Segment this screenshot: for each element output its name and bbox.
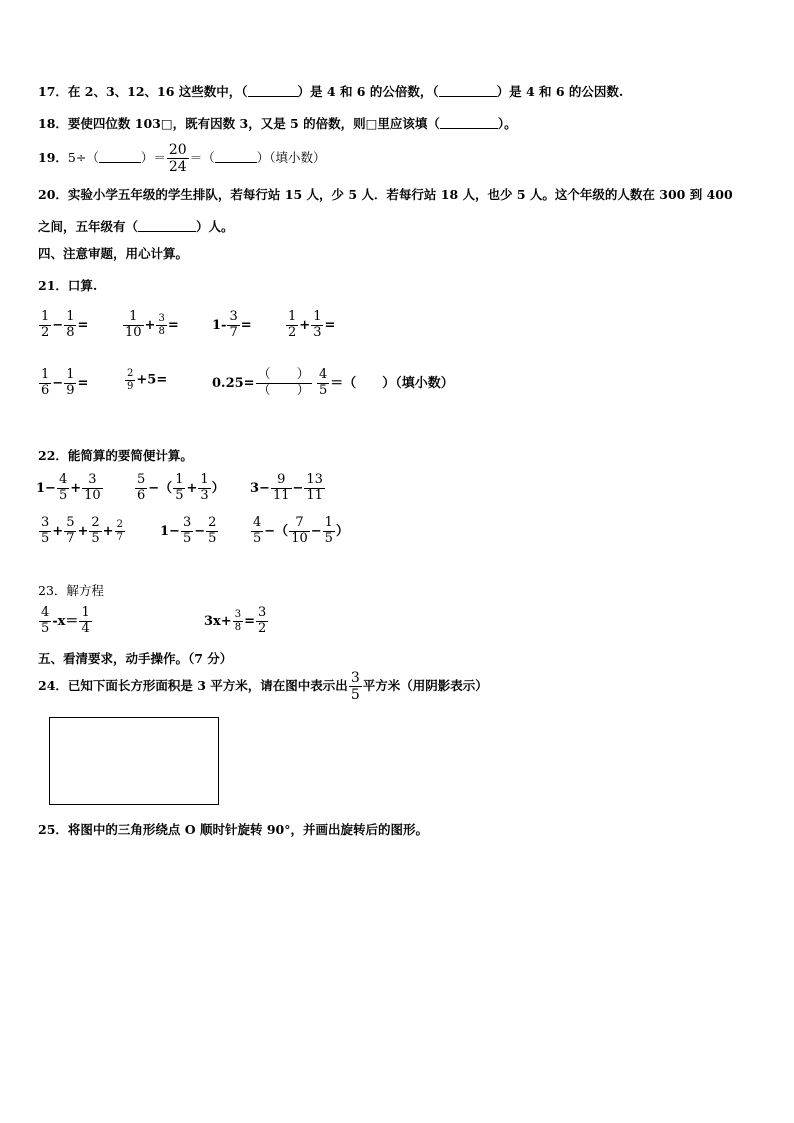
fraction-numerator: 1 (288, 309, 297, 324)
fraction-denominator: 11 (272, 487, 290, 503)
fraction (256, 606, 268, 637)
fraction-numerator: 3 (158, 313, 165, 325)
fraction (181, 516, 193, 547)
math-operator: − (310, 523, 322, 539)
answer-blank[interactable] (439, 84, 497, 97)
answer-blank[interactable] (99, 150, 141, 163)
math-operator: − (194, 523, 206, 539)
fraction-numerator: 4 (41, 605, 50, 620)
math-operator: ） (335, 523, 349, 539)
fraction (323, 516, 335, 547)
answer-blank[interactable] (248, 84, 298, 97)
fraction-denominator: 3 (313, 324, 322, 340)
fraction-numerator: 1 (123, 310, 144, 326)
fraction: $\frac{20}{24}$ (168, 141, 187, 175)
math-operator: = (167, 317, 179, 333)
math-operator: 0.25= (212, 375, 255, 391)
fraction-denominator: 8 (158, 325, 165, 337)
fraction-numerator: 1 (41, 309, 50, 324)
fraction-numerator: 5 (137, 472, 146, 487)
fraction-denominator: 11 (306, 487, 323, 503)
fraction-denominator: 2 (257, 620, 267, 636)
fraction-denominator: （ ） (257, 382, 310, 398)
fraction-numerator: 1 (324, 515, 333, 530)
math-operator: − (52, 317, 64, 333)
math-operator: ＝（ ）（填小数） (330, 375, 454, 391)
fraction-denominator: 5 (208, 530, 217, 546)
math-operator: −（ (148, 480, 173, 496)
fraction (233, 609, 243, 633)
answer-blank[interactable] (215, 150, 257, 163)
fraction (173, 473, 185, 504)
fraction-denominator: 5 (41, 620, 50, 636)
fraction-denominator: 5 (253, 530, 262, 546)
fraction-numerator: 1 (81, 605, 90, 620)
fraction-numerator: 2 (208, 515, 217, 530)
question-17: 17．在 2、3、12、16 这些数中，（ ）是 4 和 6 的公倍数，（ ）是 4 和 6 的公因数. (38, 84, 624, 99)
math-operator: = (324, 317, 336, 333)
math-operator: − (52, 375, 64, 391)
fraction (256, 368, 312, 399)
math-operator: + (186, 480, 198, 496)
fraction-numerator: 9 (271, 473, 292, 489)
math-operator: 1− (36, 480, 56, 496)
fraction-numerator: 4 (319, 367, 328, 382)
fraction (82, 473, 103, 504)
question-23-title: 23．解方程 (38, 583, 104, 598)
fraction-denominator: 8 (66, 324, 75, 340)
math-expression (134, 473, 225, 504)
fraction-denominator: 5 (324, 530, 333, 546)
fraction (57, 473, 69, 504)
fraction-denominator: 10 (84, 487, 101, 503)
fraction (39, 310, 51, 341)
fraction-numerator: 13 (306, 472, 323, 487)
fraction (311, 310, 323, 341)
math-expression (38, 606, 93, 637)
fraction-numerator: 2 (127, 368, 134, 379)
fraction (64, 310, 76, 341)
question-24: 24．已知下面长方形面积是 3 平方米，请在图中表示出 $\frac{3}{5}$ 平方米（用阴影表示） (38, 669, 488, 703)
fraction-numerator: 4 (58, 472, 68, 487)
fraction-numerator: 1 (200, 472, 209, 487)
answer-blank[interactable] (440, 116, 498, 129)
math-operator: + (52, 523, 64, 539)
fraction-denominator: 10 (291, 530, 308, 546)
fraction-denominator: 5 (319, 382, 328, 398)
question-22-title: 22．能简算的要简便计算。 (38, 448, 193, 463)
fraction-numerator: 1 (313, 309, 322, 324)
math-operator: ） (211, 480, 225, 496)
fraction-numerator: （ ） (257, 367, 310, 382)
question-19: 19．5÷（ ）＝ $\frac{20}{24}$ ＝（ ）（填小数） (38, 141, 326, 175)
math-expression (212, 310, 252, 341)
fraction-denominator: 6 (137, 487, 146, 503)
math-expression (285, 310, 335, 341)
fraction-denominator: 9 (127, 380, 134, 392)
rectangle-figure[interactable] (49, 717, 219, 805)
fraction-numerator: 7 (289, 516, 310, 532)
fraction-denominator: 10 (125, 324, 142, 340)
math-operator: = (240, 317, 252, 333)
math-operator: = (77, 375, 89, 391)
fraction (64, 368, 76, 399)
question-20-line1: 20．实验小学五年级的学生排队，若每行站 15 人，少 5 人．若每行站 18 人，也少 5 人。这个年级的人数在 300 到 400 (38, 187, 733, 202)
fraction (317, 368, 329, 399)
fraction (227, 310, 239, 341)
math-expression (160, 516, 219, 547)
fraction-numerator: 1 (66, 367, 75, 382)
math-expression (212, 368, 313, 399)
math-expression (204, 606, 269, 637)
fraction-denominator: 7 (66, 530, 75, 546)
math-expression (122, 310, 179, 341)
fraction-numerator: 3 (82, 473, 103, 489)
fraction (135, 473, 147, 504)
question-21-title: 21．口算. (38, 278, 98, 293)
fraction (79, 606, 91, 637)
fraction (115, 519, 125, 543)
fraction (289, 516, 310, 547)
fraction (198, 473, 210, 504)
fraction-denominator: 2 (41, 324, 50, 340)
math-expression (38, 310, 88, 341)
fraction (64, 516, 76, 547)
math-operator: 1- (212, 317, 227, 333)
fraction (125, 368, 135, 392)
math-operator: + (299, 317, 311, 333)
section-4-heading: 四、注意审题，用心计算。 (38, 246, 189, 261)
math-expression (316, 368, 454, 399)
fraction-denominator: 3 (200, 487, 209, 503)
fraction-denominator: 7 (116, 531, 123, 543)
fraction (286, 310, 298, 341)
fraction (123, 310, 144, 341)
math-expression (250, 473, 326, 504)
math-operator: − (292, 480, 304, 496)
math-operator: + (77, 523, 89, 539)
math-operator: 3− (250, 480, 270, 496)
math-expression (36, 473, 104, 504)
math-operator: + (102, 523, 114, 539)
question-20-line2: 之间，五年级有（ ）人。 (38, 219, 234, 234)
fraction-denominator: 5 (91, 530, 100, 546)
fraction (251, 516, 263, 547)
fraction-numerator: 3 (41, 515, 50, 530)
fraction-numerator: 1 (175, 472, 184, 487)
fraction-denominator: 4 (81, 620, 90, 636)
fraction-numerator: 2 (116, 519, 123, 531)
fraction-numerator: 2 (91, 515, 100, 530)
fraction-numerator: 1 (41, 367, 50, 382)
fraction (206, 516, 218, 547)
fraction-denominator: 8 (234, 621, 242, 633)
math-operator: = (77, 317, 89, 333)
fraction-numerator: 1 (66, 309, 75, 324)
math-expression (250, 516, 349, 547)
fraction (39, 606, 51, 637)
fraction-denominator: 5 (58, 487, 68, 503)
math-operator: = (244, 613, 255, 629)
math-operator: +5= (136, 372, 168, 388)
fraction (304, 473, 325, 504)
math-operator: −（ (264, 523, 289, 539)
fraction-numerator: 5 (66, 515, 75, 530)
question-25: 25．将图中的三角形绕点 O 顺时针旋转 90°，并画出旋转后的图形。 (38, 822, 428, 837)
math-operator: + (144, 317, 156, 333)
fraction (39, 516, 51, 547)
fraction-denominator: 7 (229, 324, 238, 340)
fraction: $\frac{3}{5}$ (350, 669, 360, 703)
fraction-numerator: 3 (229, 309, 238, 324)
question-18: 18．要使四位数 103□，既有因数 3，又是 5 的倍数，则□里应该填（ ）。 (38, 116, 517, 131)
fraction-denominator: 9 (66, 382, 75, 398)
fraction-denominator: 2 (288, 324, 297, 340)
fraction (89, 516, 101, 547)
math-operator: -x＝ (52, 613, 79, 629)
fraction-numerator: 3 (182, 515, 192, 530)
fraction (271, 473, 292, 504)
fraction-denominator: 6 (41, 382, 50, 398)
math-operator: 3x+ (204, 613, 232, 629)
math-expression (38, 368, 88, 399)
section-5-heading: 五、看清要求，动手操作。（7 分） (38, 651, 233, 666)
fraction (39, 368, 51, 399)
math-expression (38, 516, 126, 547)
fraction-denominator: 5 (175, 487, 184, 503)
fraction-numerator: 4 (253, 515, 262, 530)
fraction-denominator: 5 (41, 530, 50, 546)
fraction-denominator: 5 (182, 530, 192, 546)
fraction-numerator: 3 (234, 609, 242, 621)
fraction (156, 313, 166, 337)
math-operator: 1− (160, 523, 180, 539)
math-operator: + (70, 480, 82, 496)
math-expression (124, 368, 167, 392)
answer-blank[interactable] (138, 219, 196, 232)
fraction-numerator: 3 (257, 605, 267, 620)
